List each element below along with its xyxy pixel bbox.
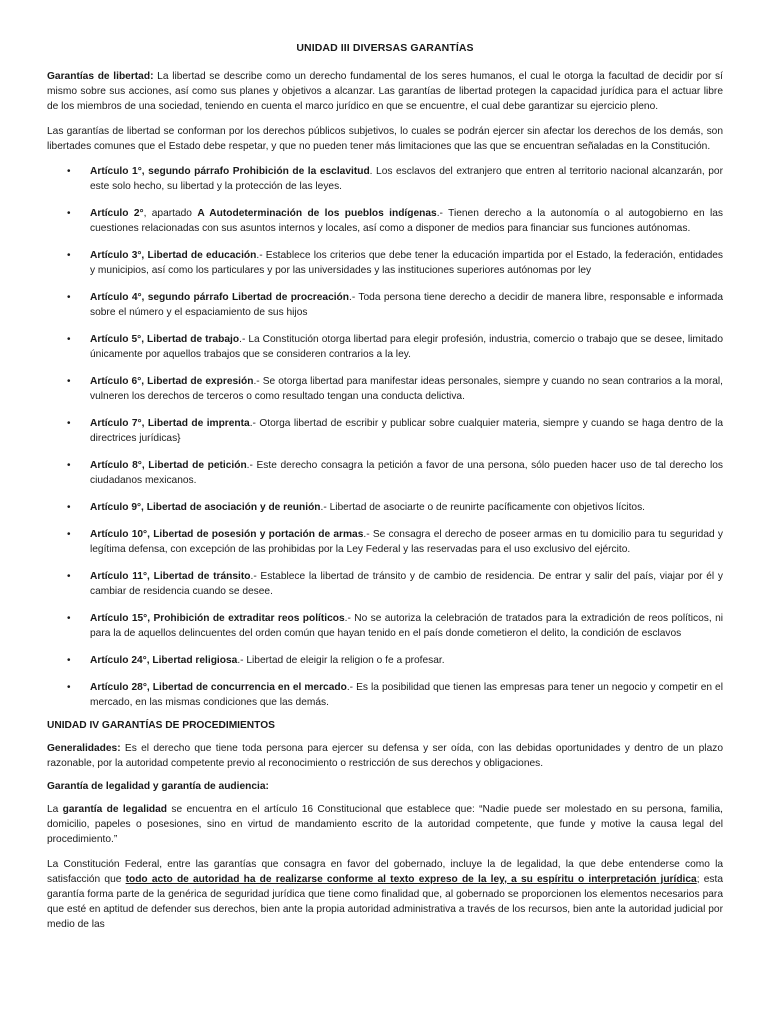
article-label: Artículo 7°, Libertad de imprenta [90, 418, 250, 429]
article-text: .- Libertad de eleigir la religion o fe a profesar. [237, 655, 445, 666]
generalidades-text: Es el derecho que tiene toda persona para ejercer su defensa y ser oída, con las debidas oportunidades y dentro de un plazo razonable, por la autoridad competente previo al reconocimiento o restricción de sus derechos y obligaciones. [47, 743, 723, 769]
constitucion-paragraph [47, 857, 723, 932]
list-item [47, 680, 723, 710]
legalidad-label: garantía de legalidad [62, 804, 168, 815]
article-text-mid: , apartado [143, 208, 198, 219]
intro-label: Garantías de libertad: [47, 71, 154, 82]
list-item [47, 569, 723, 599]
bullet-icon: • [67, 334, 71, 345]
article-label: Artículo 28°, Libertad de concurrencia en el mercado [90, 682, 347, 693]
bullet-icon: • [67, 613, 71, 624]
article-text: .- Se consagra el derecho de poseer armas en tu domicilio para tu seguridad y legítima defensa, con excepción de las prohibidas por la Ley Federal y las reservadas para el uso exclusivo del ejército. [90, 529, 723, 555]
article-text: .- Se otorga libertad para manifestar ideas personales, siempre y cuando no sean contrarios a la moral, vulneren los derechos de terceros o como resultado tengan una conducta delictiva. [90, 376, 723, 402]
legalidad-prefix: La [47, 804, 63, 815]
list-item [47, 500, 723, 515]
bullet-icon: • [67, 571, 71, 582]
generalidades-label: Generalidades: [47, 743, 121, 754]
article-text: .- Toda persona tiene derecho a decidir de manera libre, responsable e informada sobre el número y el espaciamiento de sus hijos [90, 292, 723, 318]
list-item [47, 374, 723, 404]
article-text: .- Establece la libertad de tránsito y de cambio de residencia. De entrar y salir del país, viajar por él y cambiar de residencia cuando se desee. [90, 571, 723, 597]
article-text: . Los esclavos del extranjero que entren al territorio nacional alcanzarán, por este solo hecho, su libertad y la protección de las leyes. [90, 166, 723, 192]
article-text: .- Es la posibilidad que tienen las empresas para tener un negocio y competir en el mercado, en las mismas condiciones que las demás. [90, 682, 723, 708]
legalidad-audiencia-subheading: Garantía de legalidad y garantía de audiencia: [47, 781, 269, 792]
article-label: Artículo 3°, Libertad de educación [90, 250, 257, 261]
list-item [47, 611, 723, 641]
article-label: Artículo 4°, segundo párrafo Libertad de procreación [90, 292, 350, 303]
list-item [47, 248, 723, 278]
article-text: .- Establece los criterios que debe tener la educación impartida por el Estado, la federación, entidades y municipios, así como los particulares y por las universidades y las instituciones superiores autónomas por ley [90, 250, 723, 276]
articles-list [47, 164, 723, 710]
bullet-icon: • [67, 502, 71, 513]
bullet-icon: • [67, 418, 71, 429]
list-item [47, 527, 723, 557]
article-text: .- Este derecho consagra la petición a favor de una persona, sólo pueden hacer uso de tal derecho los ciudadanos mexicanos. [90, 460, 723, 486]
article-text: .- Tienen derecho a la autonomía o al autogobierno en las cuestiones relacionadas con sus asuntos internos y locales, así como a disponer de medios para financiar sus funciones autónomas. [90, 208, 723, 234]
list-item [47, 458, 723, 488]
list-item [47, 206, 723, 236]
list-item [47, 332, 723, 362]
article-text: .- La Constitución otorga libertad para elegir profesión, industria, comercio o trabajo que se desee, limitado únicamente por aquellos trabajos que se consideren contrarios a la ley. [90, 334, 723, 360]
article-text: .- Otorga libertad de escribir y publicar sobre cualquier materia, siempre y cuando se haga dentro de la directrices jurídicas} [90, 418, 723, 444]
article-text: .- Libertad de asociarte o de reunirte pacíficamente con objetivos lícitos. [320, 502, 645, 513]
article-label: Artículo 2° [90, 208, 144, 219]
intro-paragraph [47, 69, 723, 114]
article-label: Artículo 11°, Libertad de tránsito [90, 571, 251, 582]
article-label-2: A Autodeterminación de los pueblos indígenas [197, 208, 437, 219]
legalidad-paragraph [47, 802, 723, 847]
article-label: Artículo 24°, Libertad religiosa [90, 655, 238, 666]
list-item [47, 164, 723, 194]
bullet-icon: • [67, 655, 71, 666]
article-label: Artículo 10°, Libertad de posesión y portación de armas [90, 529, 364, 540]
generalidades-paragraph [47, 741, 723, 771]
list-item [47, 290, 723, 320]
list-item [47, 653, 723, 668]
bullet-icon: • [67, 460, 71, 471]
bullet-icon: • [67, 166, 71, 177]
document-title: UNIDAD III DIVERSAS GARANTÍAS [296, 42, 474, 54]
bullet-icon: • [67, 376, 71, 387]
article-label: Artículo 8°, Libertad de petición [90, 460, 247, 471]
bullet-icon: • [67, 250, 71, 261]
article-label: Artículo 9°, Libertad de asociación y de reunión [90, 502, 321, 513]
article-label: Artículo 5°, Libertad de trabajo [90, 334, 240, 345]
legalidad-text: se encuentra en el artículo 16 Constitucional que establece que: “Nadie puede ser molestado en su persona, familia, domicilio, papeles o posesiones, sino en virtud de mandamiento escrito de la autoridad competente, que funde y motive la causa legal del procedimiento.” [47, 804, 723, 845]
constitucion-underlined: todo acto de autoridad ha de realizarse conforme al texto expreso de la ley, a su espíritu o interpretación jurídica [125, 874, 697, 885]
intro-text: La libertad se describe como un derecho fundamental de los seres humanos, el cual le otorga la facultad de decidir por sí mismo sobre sus acciones, así como sus planes y objetivos a alcanzar. Las garantías de libertad protegen la capacidad jurídica para el actuar libre de los miembros de una sociedad, teniendo en cuenta el marco jurídico en que se encuentre, el cual debe garantizar su ejercicio pleno. [47, 71, 723, 112]
article-label: Artículo 1°, segundo párrafo Prohibición de la esclavitud [90, 166, 370, 177]
list-item [47, 416, 723, 446]
libertades-paragraph: Las garantías de libertad se conforman por los derechos públicos subjetivos, lo cuales se podrán ejercer sin afectar los derechos de los demás, son libertades comunes que el Estado debe respetar, y que no pueden tener más limitaciones que las que se encuentran señaladas en la Constitución. [47, 126, 723, 152]
article-text: .- No se autoriza la celebración de tratados para la extradición de reos políticos, ni para la de aquellos delincuentes del orden común que hayan tenido en el país donde cometieron el delito, la condición de esclavos [90, 613, 723, 639]
constitucion-text-1: La Constitución Federal, entre las garantías que consagra en favor del gobernado, incluye la de legalidad, la que debe entenderse como la satisfacción que [47, 859, 723, 885]
bullet-icon: • [67, 208, 71, 219]
unit4-heading: UNIDAD IV GARANTÍAS DE PROCEDIMIENTOS [47, 720, 275, 731]
article-label: Artículo 6°, Libertad de expresión [90, 376, 254, 387]
bullet-icon: • [67, 682, 71, 693]
bullet-icon: • [67, 529, 71, 540]
article-label: Artículo 15°, Prohibición de extraditar reos políticos [90, 613, 345, 624]
constitucion-text-2: ; esta garantía forma parte de la genérica de seguridad jurídica que tiene como finalidad que, al gobernado se proporcionen los elementos necesarios para que esté en aptitud de defender sus derechos, bien ante la propia autoridad administrativa a través de los recursos, bien ante la autoridad judicial por medio de las [47, 874, 723, 930]
bullet-icon: • [67, 292, 71, 303]
